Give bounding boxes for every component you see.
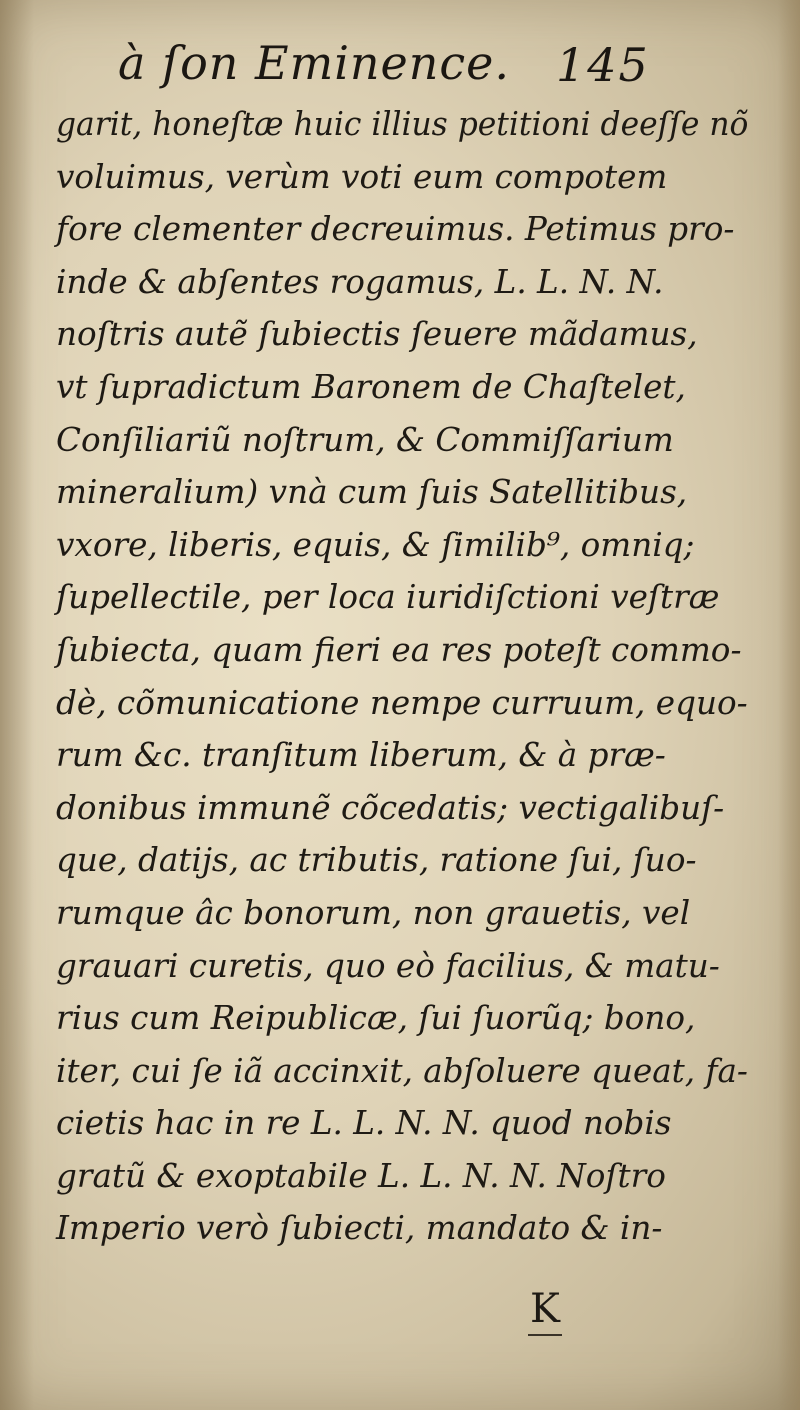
text-line: fore clementer decreuimus. Petimus pro-: [56, 209, 735, 249]
text-line: voluimus, verùm voti eum compotem: [56, 156, 668, 196]
signature-mark: K: [530, 1286, 560, 1332]
text-line: noſtris autẽ ſubiectis ſeuere mãdamus,: [56, 314, 698, 354]
page-footer: [0, 1286, 800, 1346]
text-line: vxore, liberis, equis, & ſimilib⁹, omniq;: [56, 524, 695, 564]
text-line: ſupellectile, per loca iuridiſctioni veſtræ: [56, 577, 720, 617]
text-line: vt ſupradictum Baronem de Chaſtelet,: [56, 366, 686, 406]
text-line: dè, cõmunicatione nempe curruum, equo-: [56, 682, 748, 722]
text-line: mineralium) vnà cum ſuis Satellitibus,: [56, 472, 688, 512]
page-gutter-shadow: [0, 0, 34, 1410]
text-line: ſubiecta, quam fieri ea res poteſt commo-: [56, 629, 742, 669]
text-line: rumque âc bonorum, non grauetis, vel: [56, 892, 691, 932]
text-line: donibus immunẽ cõcedatis; vectigalibuſ-: [56, 787, 725, 827]
text-line: cietis hac in re L. L. N. N. quod nobis: [56, 1103, 672, 1143]
text-line: rius cum Reipublicæ, ſui ſuorũq; bono,: [56, 998, 696, 1038]
page-number: 145: [556, 38, 650, 92]
text-line: iter, cui ſe iã accinxit, abſoluere queat, fa-: [56, 1050, 748, 1090]
text-line: Imperio verò ſubiecti, mandato & in-: [56, 1208, 663, 1248]
body-text: [56, 98, 756, 1255]
text-line: Conſiliariũ noſtrum, & Commiſſarium: [56, 419, 674, 459]
text-line: inde & abſentes rogamus, L. L. N. N.: [56, 261, 664, 301]
text-line: garit, honeſtæ huic illius petitioni deeſſe nõ: [56, 104, 749, 143]
text-line: gratũ & exoptabile L. L. N. N. Noſtro: [56, 1155, 666, 1195]
running-header: [0, 36, 800, 106]
text-line: grauari curetis, quo eò facilius, & matu-: [56, 945, 720, 985]
signature-rule: [528, 1334, 562, 1336]
running-title: à ſon Eminence.: [118, 36, 511, 90]
text-line: rum &c. tranſitum liberum, & à præ-: [56, 735, 666, 775]
page-edge-shadow: [778, 0, 800, 1410]
text-line: que, datijs, ac tributis, ratione ſui, ſuo-: [56, 840, 697, 880]
